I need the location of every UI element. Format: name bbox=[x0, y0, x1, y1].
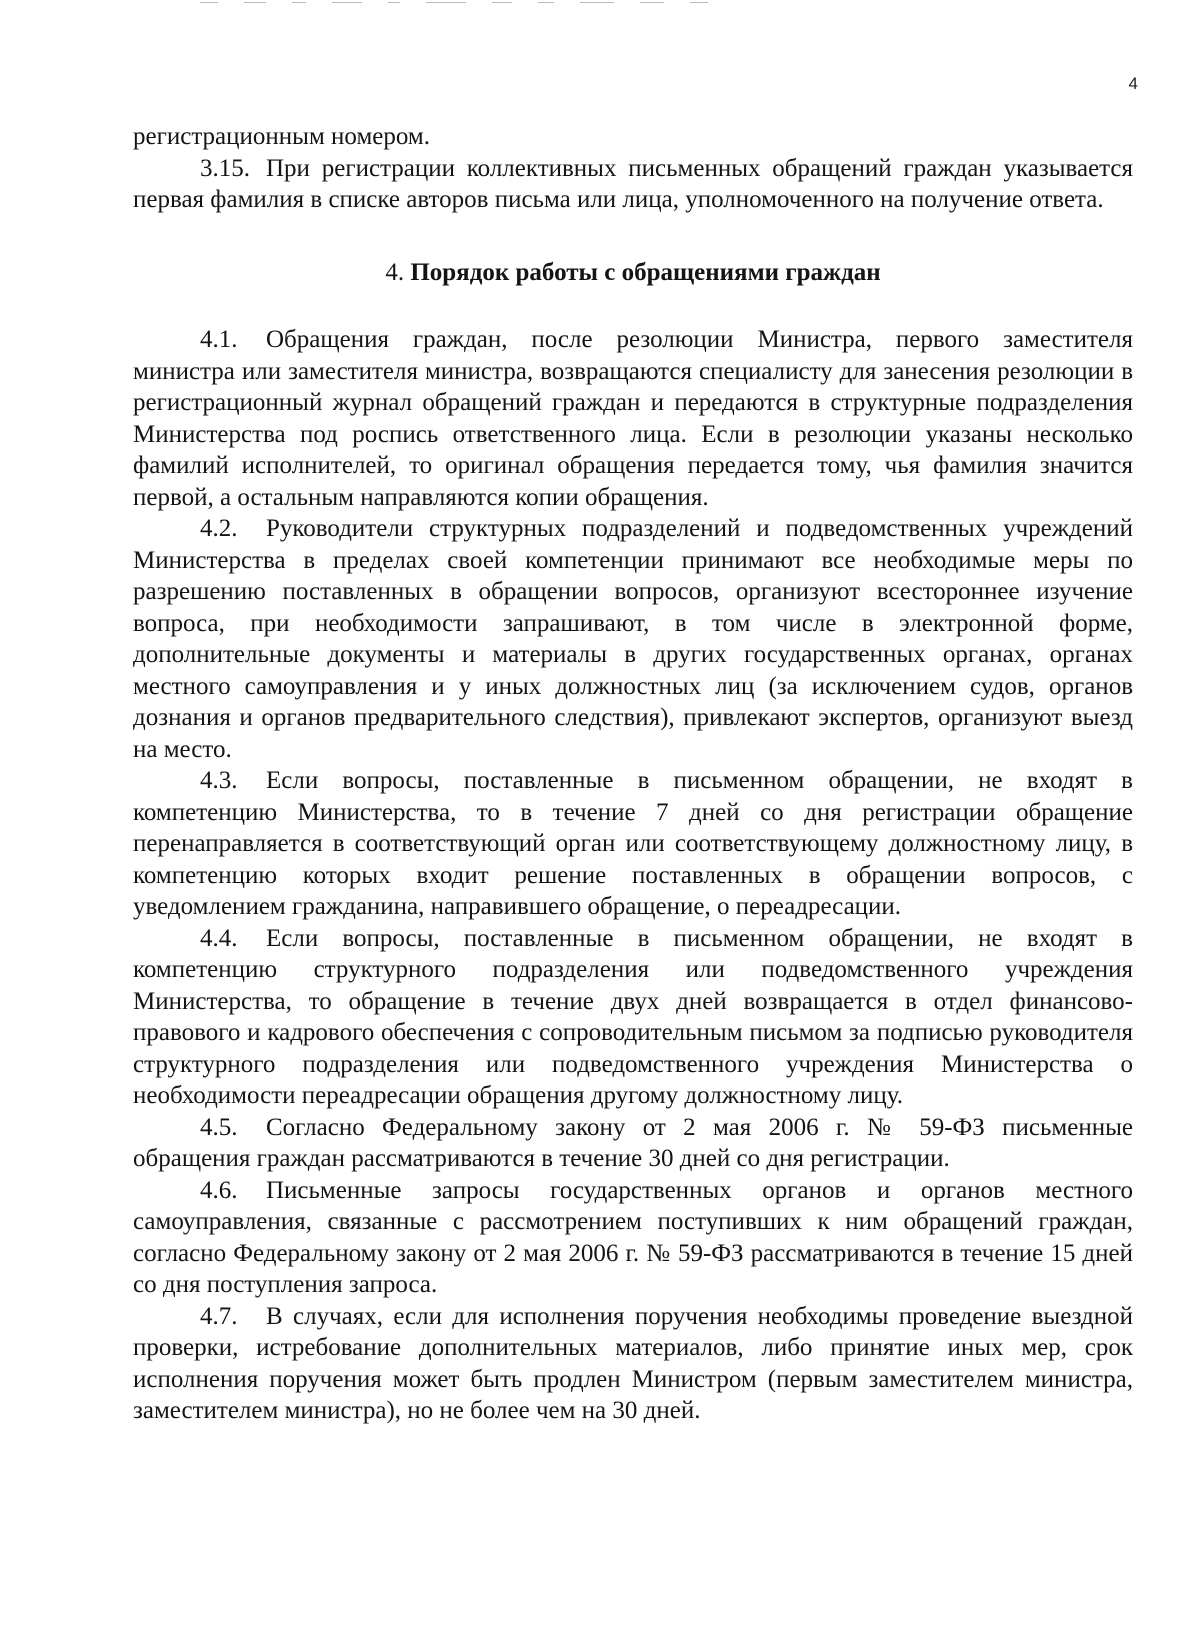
clause-3-15 bbox=[133, 153, 1133, 216]
clause-4-2 bbox=[133, 513, 1133, 765]
clause-4-3 bbox=[133, 765, 1133, 923]
section-heading bbox=[133, 257, 1133, 289]
clause-number: 4.5. bbox=[200, 1113, 238, 1141]
clause-number: 3.15. bbox=[200, 154, 250, 182]
section-heading-title: Порядок работы с обращениями граждан bbox=[410, 258, 881, 286]
clause-number: 4.6. bbox=[200, 1176, 238, 1204]
clause-number: 4.4. bbox=[200, 924, 238, 952]
clause-number: 4.7. bbox=[200, 1302, 238, 1330]
section-heading-number: 4. bbox=[385, 258, 405, 286]
clause-4-1 bbox=[133, 324, 1133, 513]
clause-text: Письменные запросы государственных органов и органов местного самоуправления, связанные с рассмотрением поступивших к ним обращений граждан, согласно Федеральному закону от 2 мая 2006 г. № 59-ФЗ рассматриваются в течение 15 дней со дня поступления запроса. bbox=[133, 1176, 1133, 1298]
clause-4-4 bbox=[133, 923, 1133, 1112]
clause-text: Обращения граждан, после резолюции Министра, первого заместителя министра или заместителя министра, возвращаются специалисту для занесения резолюции в регистрационный журнал обращений граждан и передаются в структурные подразделения Министерства под роспись ответственного лица. Если в резолюции указаны несколько фамилий исполнителей, то оригинал обращения передается тому, чья фамилия значится первой, а остальным направляются копии обращения. bbox=[133, 326, 1133, 511]
clause-4-5 bbox=[133, 1112, 1133, 1175]
clause-text: Если вопросы, поставленные в письменном обращении, не входят в компетенцию Министерства, то в течение 7 дней со дня регистрации обращение перенаправляется в соответствующий орган или соответствующему должностному лицу, в компетенцию которых входит решение поставленных в обращении вопросов, с уведомлением гражданина, направившего обращение, о переадресации. bbox=[133, 767, 1133, 920]
clause-number: 4.3. bbox=[200, 767, 238, 794]
document-body bbox=[133, 121, 1133, 1427]
page-number: 4 bbox=[1128, 74, 1138, 93]
scan-edge-marks bbox=[200, 0, 1080, 6]
clause-text: Согласно Федеральному закону от 2 мая 2006 г. № 59-ФЗ письменные обращения граждан рассматриваются в течение 30 дней со дня регистрации. bbox=[133, 1113, 1133, 1172]
clause-number: 4.2. bbox=[200, 515, 238, 542]
clause-4-7 bbox=[133, 1301, 1133, 1427]
clause-text: В случаях, если для исполнения поручения необходимы проведение выездной проверки, истребование дополнительных материалов, либо принятие иных мер, срок исполнения поручения может быть продлен Министром (первым заместителем министра, заместителем министра), но не более чем на 30 дней. bbox=[133, 1302, 1133, 1424]
clause-text: Руководители структурных подразделений и подведомственных учреждений Министерства в пределах своей компетенции принимают все необходимые меры по разрешению поставленных в обращении вопросов, организуют всестороннее изучение вопроса, при необходимости запрашивают, в том числе в электронной форме, дополнительные документы и материалы в других государственных органах, органах местного самоуправления и у иных должностных лиц (за исключением судов, органов дознания и органов предварительного следствия), привлекают экспертов, организуют выезд на место. bbox=[133, 515, 1133, 763]
clause-text: При регистрации коллективных письменных обращений граждан указывается первая фамилия в списке авторов письма или лица, уполномоченного на получение ответа. bbox=[133, 154, 1133, 213]
clause-4-6 bbox=[133, 1175, 1133, 1301]
clause-number: 4.1. bbox=[200, 326, 238, 353]
continuation-text: регистрационным номером. bbox=[133, 123, 430, 150]
clause-text: Если вопросы, поставленные в письменном обращении, не входят в компетенцию структурного подразделения или подведомственного учреждения Министерства, то обращение в течение двух дней возвращается в отдел финансово-правового и кадрового обеспечения с сопроводительным письмом за подписью руководителя структурного подразделения или подведомственного учреждения Министерства о необходимости переадресации обращения другому должностному лицу. bbox=[133, 924, 1133, 1109]
